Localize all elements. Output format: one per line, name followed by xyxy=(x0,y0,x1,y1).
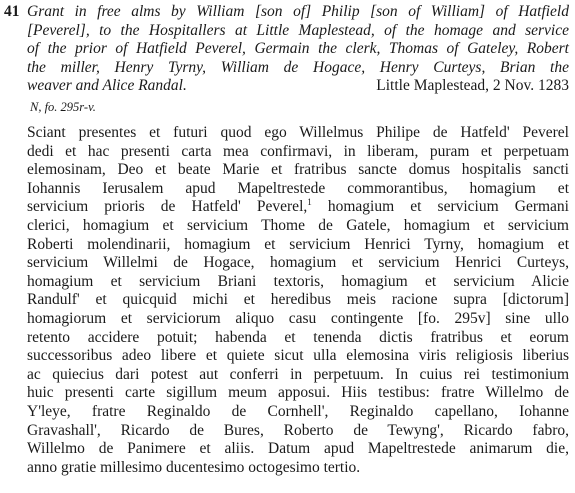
text-line-last: anno gratie millesimo ducentesimo octogesimo tertio. xyxy=(27,458,361,476)
summary-line: of the prior of Hatfield Peverel, Germain the clerk, Thomas of Gateley, Robert xyxy=(27,40,569,57)
text-line: Roberti molendinarii, homagium et servicium Henrici Tyrny, homagium et xyxy=(27,235,569,253)
place-date: Little Maplestead, 2 Nov. 1283 xyxy=(376,77,569,94)
text-segment: homagium et servicium Germani xyxy=(311,198,569,216)
text-line: retento accidere potuit; habenda et tenenda dictis fratribus et eorum xyxy=(27,328,569,346)
summary-line: [Peverel], to the Hospitallers at Little Maplestead, of the homage and service xyxy=(27,21,569,39)
text-line: dedi et hac presenti carta mea confirmavi, in liberam, puram et perpetuam xyxy=(27,142,569,160)
footnote-marker: 1 xyxy=(307,197,312,208)
text-line: Randulf' et quicquid michi et heredibus meis racione supra [dictorum] xyxy=(27,291,569,309)
text-line: Y'leye, fratre Reginaldo de Cornhell', Reginaldo capellano, Iohanne xyxy=(27,402,569,420)
text-line: Iohannis Ierusalem apud Mapeltrestede commorantibus, homagium et xyxy=(27,179,569,197)
text-line: elemosinam, Deo et beate Marie et fratribus sancte domus hospitalis sancti xyxy=(27,161,569,179)
entry-summary xyxy=(27,3,569,96)
text-line: ac quiecius dari potest aut conferri in perpetuum. In cuius rei testimonium xyxy=(27,365,569,383)
text-line: clerici, homagium et servicium Thome de Gatele, homagium et servicium xyxy=(27,216,569,234)
text-line: homagium et servicium Briani textoris, homagium et servicium Alicie xyxy=(27,272,569,290)
text-segment: servicium prioris de Hatfeld' Peverel, xyxy=(27,198,308,216)
text-line: servicium Willelmi de Hogace, homagium et servicium Henrici Curteys, xyxy=(27,254,569,272)
entry-number: 41 xyxy=(4,3,20,20)
text-line: successoribus adeo libere et quiete sicut ulla elemosina viris religiosis liberius xyxy=(27,347,569,365)
text-line: homagiorum et serviciorum aliquo casu contingente [fo. 295v] sine ullo xyxy=(27,309,569,327)
text-line: Sciant presentes et futuri quod ego Willelmus Philipe de Hatfeld' Peverel xyxy=(27,124,569,141)
summary-line: the miller, Henry Tyrny, William de Hogace, Henry Curteys, Brian the xyxy=(27,58,569,76)
summary-line: Grant in free alms by William [son of] Philip [son of William] of Hatfield xyxy=(27,3,569,20)
summary-line-text: weaver and Alice Randal. xyxy=(27,77,187,94)
summary-line-last xyxy=(27,77,569,96)
charter-text xyxy=(27,124,569,477)
text-line: Willelmo de Panimere et aliis. Datum apud Mapeltrestede animarum die, xyxy=(27,440,569,458)
manuscript-source: N, fo. 295r-v. xyxy=(30,100,96,114)
text-line-with-footnote xyxy=(27,198,569,217)
text-line: huic presenti carte sigillum meum apposui. Hiis testibus: fratre Willelmo de xyxy=(27,384,569,402)
text-line: Gravashall', Ricardo de Bures, Roberto de Tewyng', Ricardo fabro, xyxy=(27,421,569,439)
